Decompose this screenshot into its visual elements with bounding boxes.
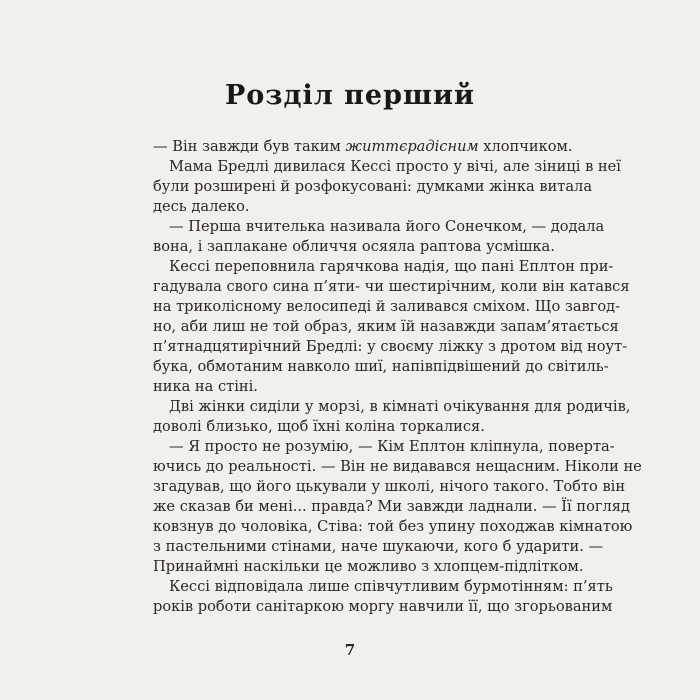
body-text <box>153 137 642 617</box>
text-line: но, аби лиш не той образ, яким їй назавжди запам’ятається <box>153 318 619 335</box>
text-line: бука, обмотаним навколо шиї, напівпідвішений до світиль- <box>153 358 609 375</box>
text-line: десь далеко. <box>153 198 250 215</box>
chapter-title: Розділ перший <box>224 80 476 111</box>
text-line: на триколісному велосипеді й заливався сміхом. Що завгод- <box>153 298 621 315</box>
page-number: 7 <box>344 641 356 659</box>
text-line: — Перша вчителька називала його Сонечком, — додала <box>169 218 605 235</box>
text-line: гадувала свого сина п’яти- чи шестирічним, коли він катався <box>153 278 630 295</box>
text-line: Дві жінки сиділи у морзі, в кімнаті очікування для родичів, <box>169 398 631 415</box>
text-line: років роботи санітаркою моргу навчили її, що згорьованим <box>153 598 613 615</box>
text-line: Кессі переповнила гарячкова надія, що пані Еплтон при- <box>169 258 614 275</box>
text-line: доволі близько, щоб їхні коліна торкалися. <box>153 418 485 435</box>
text-line: же сказав би мені... правда? Ми завжди ладнали. — Її погляд <box>153 498 630 515</box>
text-line: Принаймні наскільки це можливо з хлопцем-підлітком. <box>153 558 584 575</box>
text-line: Кессі відповідала лише співчутливим бурмотінням: п’ять <box>169 578 613 595</box>
text-line: ковзнув до чоловіка, Стіва: той без упину походжав кімнатою <box>153 518 633 535</box>
text-segment: хлопчиком. <box>478 138 573 155</box>
text-line: ника на стіні. <box>153 378 258 395</box>
text-line <box>153 137 573 157</box>
text-lines <box>153 157 642 617</box>
text-segment: — Він завжди був таким <box>153 138 346 155</box>
text-line: вона, і заплакане обличчя осяяла раптова усмішка. <box>153 238 555 255</box>
text-line: згадував, що його цькували у школі, нічого такого. Тобто він <box>153 478 626 495</box>
text-line: Мама Бредлі дивилася Кессі просто у вічі, але зіниці в неї <box>169 158 621 175</box>
text-line: ючись до реальності. — Він не видавався нещасним. Ніколи не <box>153 458 642 475</box>
text-line: були розширені й розфокусовані: думками жінка витала <box>153 178 593 195</box>
italic-word: життєрадісним <box>345 138 479 155</box>
text-line: п’ятнадцятирічний Бредлі: у своєму ліжку з дротом від ноут- <box>153 338 628 355</box>
text-line: з пастельними стінами, наче шукаючи, кого б ударити. — <box>153 538 604 555</box>
text-line: — Я просто не розумію, — Кім Еплтон кліпнула, поверта- <box>169 438 615 455</box>
